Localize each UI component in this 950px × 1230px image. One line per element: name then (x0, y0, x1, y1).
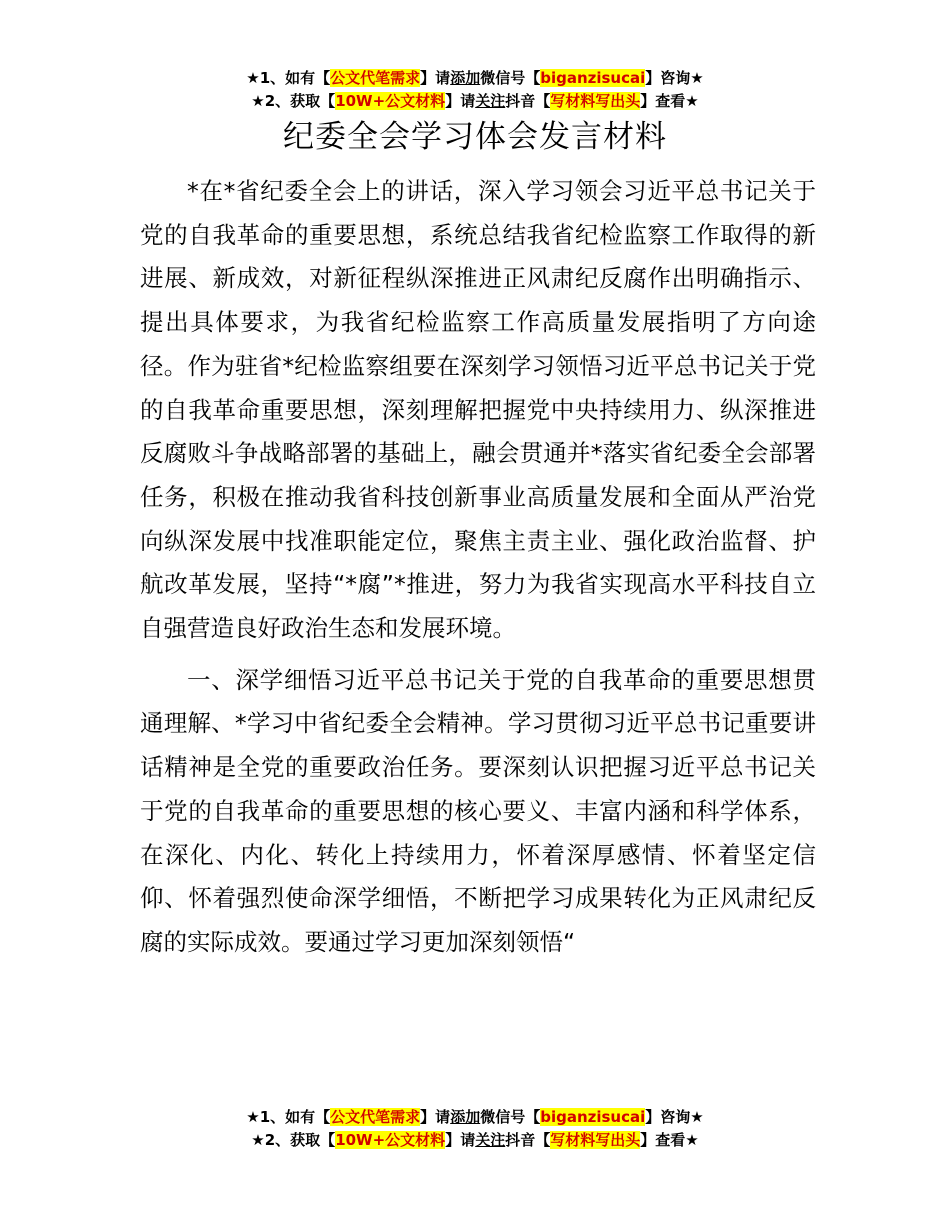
promo-line-1-mid2: 微信号【 (480, 1108, 541, 1126)
promo-line-2-suffix: 】查看★ (640, 92, 699, 110)
promo-line-1-suffix: 】咨询★ (645, 69, 704, 87)
promo-emphasis-add: 添加 (450, 69, 481, 87)
promo-highlight-douyin: 写材料写出头 (550, 1131, 641, 1149)
promo-highlight-service: 公文代笔需求 (330, 69, 421, 87)
promo-emphasis-add: 添加 (450, 1108, 481, 1126)
promo-highlight-materials: 10W+公文材料 (335, 1131, 446, 1149)
body-paragraph-intro: *在*省纪委全会上的讲话，深入学习领会习近平总书记关于党的自我革命的重要思想，系统总结我省纪检监察工作取得的新进展、新成效，对新征程纵深推进正风肃纪反腐作出明确指示、提出具体要求，为我省纪检监察工作高质量发展指明了方向途径。作为驻省*纪检监察组要在深刻学习领悟习近平总书记关于党的自我革命重要思想，深刻理解把握党中央持续用力、纵深推进反腐败斗争战略部署的基础上，融会贯通并*落实省纪委全会部署任务，积极在推动我省科技创新事业高质量发展和全面从严治党向纵深发展中找准职能定位，聚焦主责主业、强化政治监督、护航改革发展，坚持“*腐”*推进，努力为我省实现高水平科技自立自强营造良好政治生态和发展环境。 (140, 177, 816, 643)
promo-line-2-mid2: 抖音【 (505, 92, 551, 110)
promo-line-1-mid: 】请 (420, 1108, 451, 1126)
promo-line-1-prefix: ★1、如有【 (246, 1108, 331, 1126)
promo-emphasis-follow: 关注 (475, 1131, 506, 1149)
promo-highlight-materials: 10W+公文材料 (335, 92, 446, 110)
promo-highlight-douyin: 写材料写出头 (550, 92, 641, 110)
promo-line-2-mid2: 抖音【 (505, 1131, 551, 1149)
promo-line-1 (0, 1106, 950, 1129)
promo-line-2-mid: 】请 (445, 1131, 476, 1149)
promo-line-2-suffix: 】查看★ (640, 1131, 699, 1149)
document-body (140, 170, 816, 973)
document-title: 纪委全会学习体会发言材料 (283, 119, 667, 155)
promo-line-1-mid: 】请 (420, 69, 451, 87)
promo-highlight-service: 公文代笔需求 (330, 1108, 421, 1126)
promo-line-2-prefix: ★2、获取【 (251, 1131, 336, 1149)
promo-highlight-wechat-id: biganzisucai (540, 69, 646, 87)
promo-line-1-suffix: 】咨询★ (645, 1108, 704, 1126)
promo-line-1-mid2: 微信号【 (480, 69, 541, 87)
promo-line-2-prefix: ★2、获取【 (251, 92, 336, 110)
promo-highlight-wechat-id: biganzisucai (540, 1108, 646, 1126)
body-paragraph-section-1: 一、深学细悟习近平总书记关于党的自我革命的重要思想贯通理解、*学习中省纪委全会精神。学习贯彻习近平总书记重要讲话精神是全党的重要政治任务。要深刻认识把握习近平总书记关于党的自我革命的重要思想的核心要义、丰富内涵和科学体系，在深化、内化、转化上持续用力，怀着深厚感情、怀着坚定信仰、怀着强烈使命深学细悟，不断把学习成果转化为正风肃纪反腐的实际成效。要通过学习更加深刻领悟“ (140, 665, 816, 956)
promo-emphasis-follow: 关注 (475, 92, 506, 110)
footer-promo-banner (0, 1106, 950, 1152)
promo-line-2 (0, 1129, 950, 1152)
promo-line-1-prefix: ★1、如有【 (246, 69, 331, 87)
promo-line-2 (0, 90, 950, 113)
promo-line-1 (0, 67, 950, 90)
promo-line-2-mid: 】请 (445, 92, 476, 110)
header-promo-banner (0, 67, 950, 113)
